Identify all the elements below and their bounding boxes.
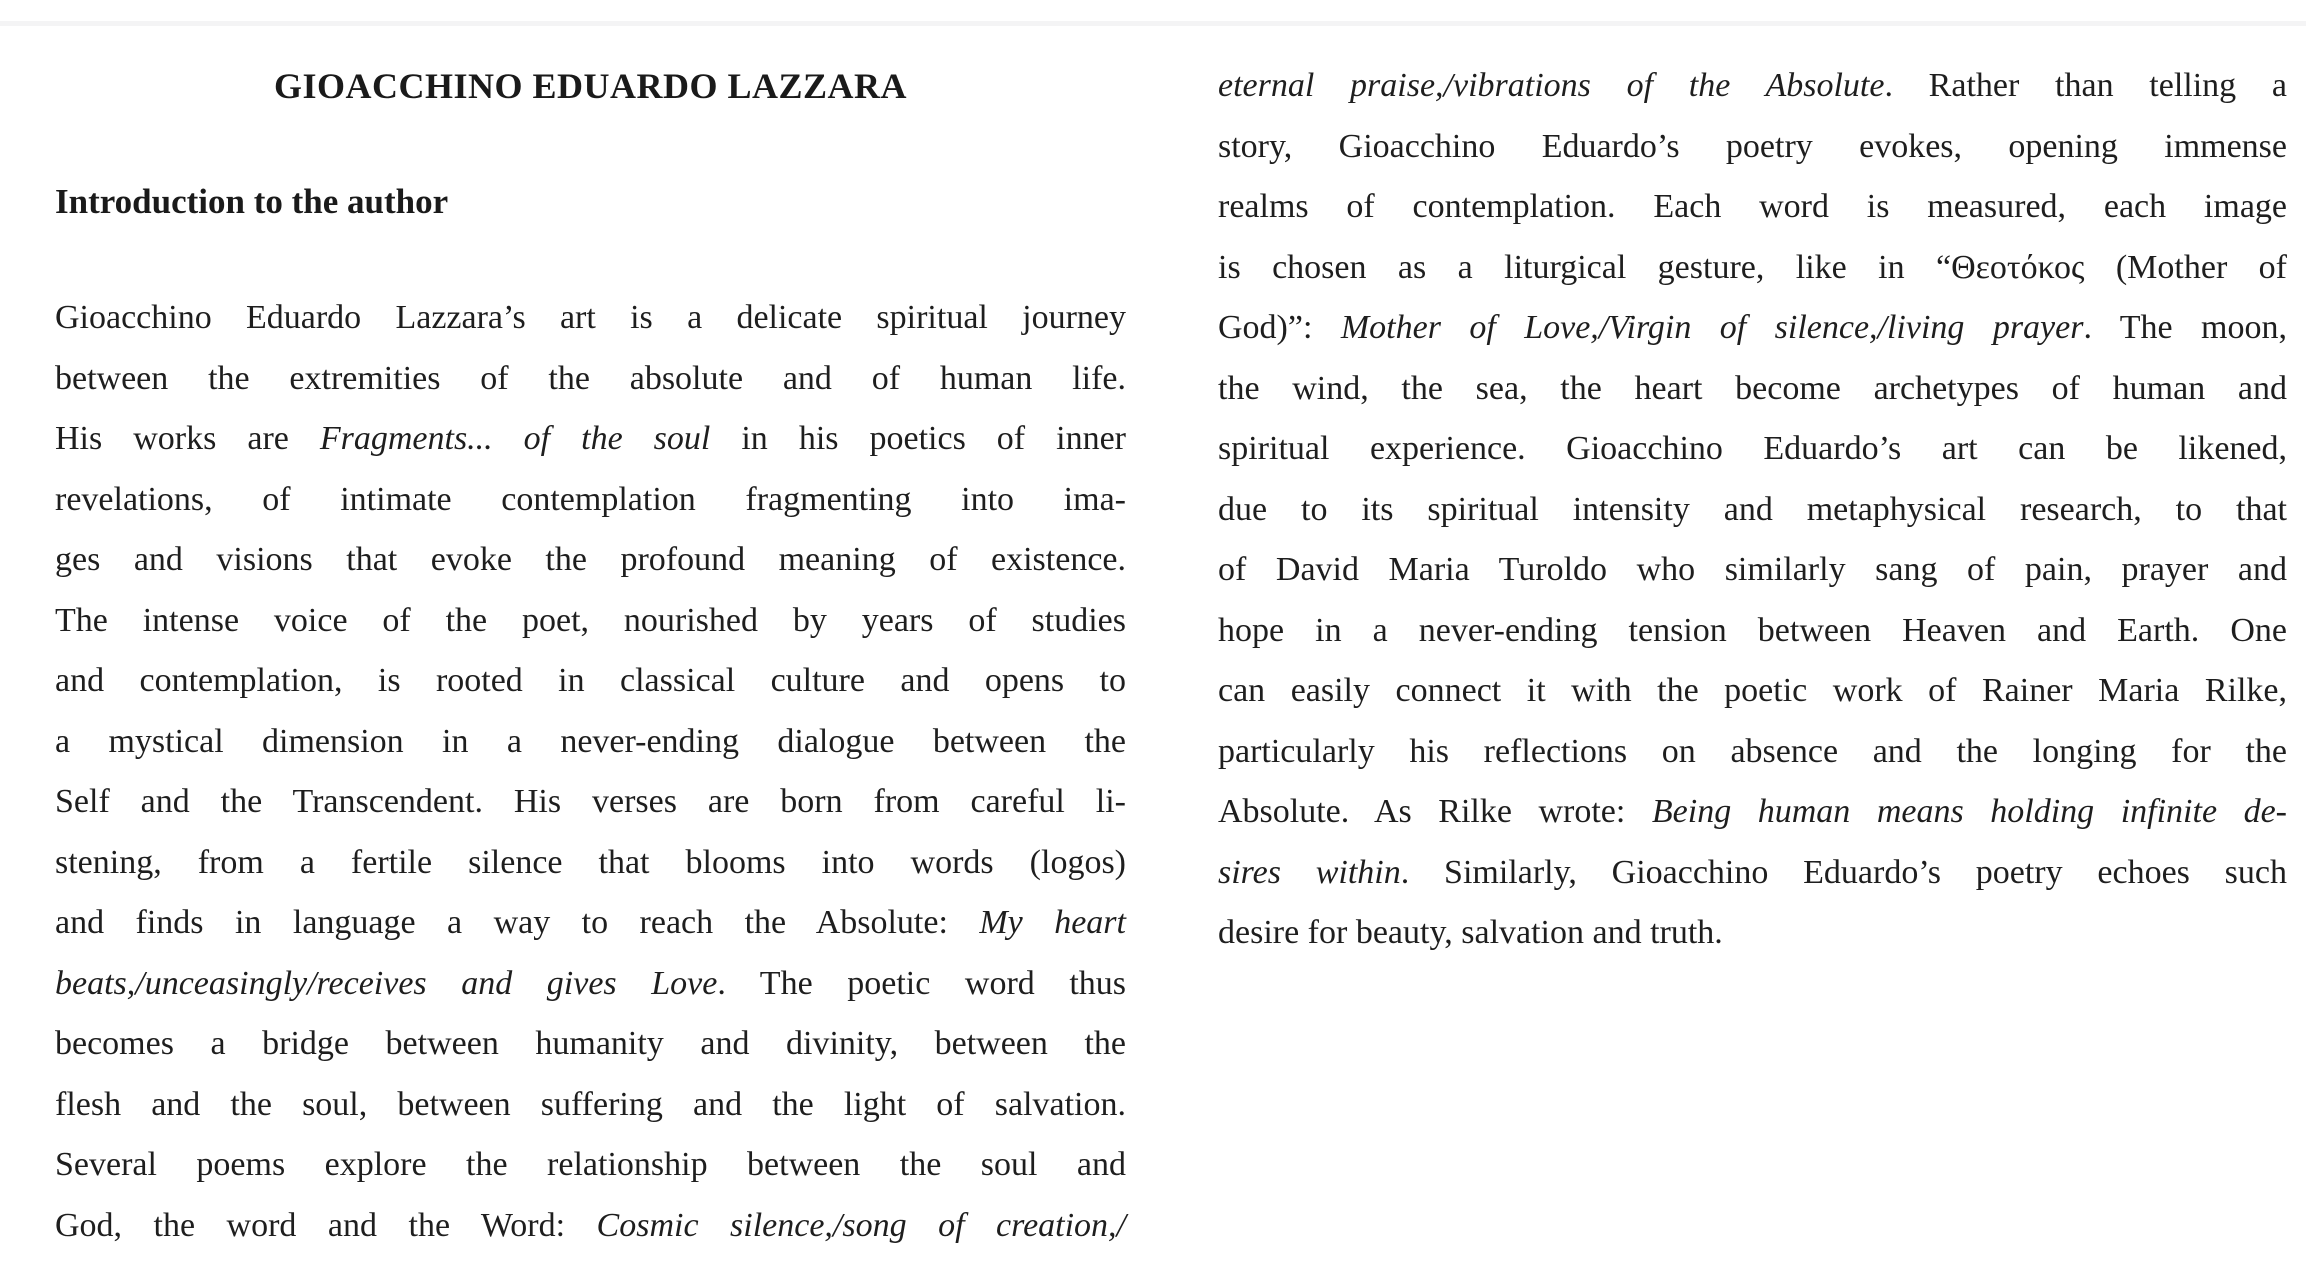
text-segment: spiritual experience. Gioacchino Eduardo’s art can be likened, <box>1218 430 2287 467</box>
text-line <box>1218 298 2287 359</box>
italic-text-segment: eternal praise,/vibrations of the Absolute <box>1218 67 1885 104</box>
text-line <box>1218 661 2287 722</box>
text-segment: God)”: <box>1218 309 1341 346</box>
text-segment: story, Gioacchino Eduardo’s poetry evokes, opening immense <box>1218 127 2287 165</box>
text-line <box>1218 540 2287 601</box>
text-line <box>55 833 1126 894</box>
text-line <box>1218 238 2287 299</box>
top-divider <box>0 21 2306 26</box>
text-line <box>55 772 1126 833</box>
text-line <box>55 591 1126 652</box>
text-line <box>1218 419 2287 480</box>
text-segment: in his poetics of inner <box>710 420 1126 457</box>
text-segment: . Similarly, Gioacchino Eduardo’s poetry echoes such <box>1400 853 2287 891</box>
text-line <box>1218 56 2287 117</box>
text-segment: and finds in language a way to reach the Absolute: <box>55 904 980 941</box>
italic-text-segment: beats,/unceasingly/receives and gives Love <box>55 964 718 1002</box>
text-segment: of David Maria Turoldo who similarly sang of pain, prayer and <box>1218 551 2287 588</box>
text-segment: . The moon, <box>2083 309 2287 346</box>
text-segment: between the extremities of the absolute and of human life. <box>55 359 1126 397</box>
italic-text-segment: Cosmic silence,/song of creation,/ <box>596 1206 1126 1244</box>
text-segment: revelations, of intimate contemplation fragmenting into ima- <box>55 480 1126 518</box>
italic-text-segment: sires within <box>1218 853 1401 891</box>
text-line <box>55 954 1126 1015</box>
text-line <box>1218 480 2287 541</box>
text-segment: can easily connect it with the poetic work of Rainer Maria Rilke, <box>1218 672 2287 709</box>
text-line <box>1218 782 2287 843</box>
text-segment: hope in a never-ending tension between Heaven and Earth. One <box>1218 611 2287 649</box>
text-column-right <box>1218 56 2287 964</box>
text-segment: The intense voice of the poet, nourished by years of studies <box>55 601 1126 639</box>
text-line <box>1218 903 2287 964</box>
text-line <box>1218 177 2287 238</box>
text-segment: ges and visions that evoke the profound meaning of existence. <box>55 541 1126 578</box>
text-segment: Absolute. As Rilke wrote: <box>1218 793 1652 830</box>
text-line <box>55 893 1126 954</box>
text-line <box>1218 722 2287 783</box>
text-segment: the wind, the sea, the heart become archetypes of human and <box>1218 369 2287 407</box>
text-line <box>1218 843 2287 904</box>
text-line <box>55 1135 1126 1196</box>
text-line <box>55 1075 1126 1136</box>
text-line <box>55 349 1126 410</box>
text-line <box>1218 359 2287 420</box>
text-line <box>55 409 1126 470</box>
text-segment: . Rather than telling a <box>1884 67 2287 104</box>
text-line <box>55 530 1126 591</box>
text-segment: Gioacchino Eduardo Lazzara’s art is a delicate spiritual journey <box>55 299 1126 336</box>
italic-text-segment: Being human means holding infinite de- <box>1651 793 2287 830</box>
text-line <box>55 651 1126 712</box>
italic-text-segment: Fragments... of the soul <box>319 420 711 457</box>
text-line <box>55 1196 1126 1257</box>
text-line <box>55 470 1126 531</box>
text-segment: Self and the Transcendent. His verses are born from careful li- <box>55 783 1126 820</box>
text-segment: flesh and the soul, between suffering and the light of salvation. <box>55 1085 1126 1123</box>
text-segment: particularly his reflections on absence and the longing for the <box>1218 732 2287 770</box>
text-segment: Several poems explore the relationship between the soul and <box>55 1146 1126 1183</box>
italic-text-segment: Mother of Love,/Virgin of silence,/living prayer <box>1340 309 2084 346</box>
italic-text-segment: My heart <box>979 904 1126 941</box>
text-segment: His works are <box>55 420 320 457</box>
text-segment: stening, from a fertile silence that blooms into words (logos) <box>55 843 1126 881</box>
text-segment: is chosen as a liturgical gesture, like in “Θεοτόκος (Mother of <box>1218 248 2287 286</box>
text-column-left <box>55 288 1126 1256</box>
text-segment: becomes a bridge between humanity and divinity, between the <box>55 1025 1126 1062</box>
text-segment: realms of contemplation. Each word is measured, each image <box>1218 188 2287 225</box>
text-line <box>55 1014 1126 1075</box>
section-heading: Introduction to the author <box>55 182 449 221</box>
text-line <box>1218 601 2287 662</box>
text-segment: and contemplation, is rooted in classical culture and opens to <box>55 662 1126 699</box>
text-segment: . The poetic word thus <box>717 964 1127 1002</box>
text-line <box>55 712 1126 773</box>
text-segment: desire for beauty, salvation and truth. <box>1218 914 1723 951</box>
text-line <box>1218 117 2287 178</box>
page-title: GIOACCHINO EDUARDO LAZZARA <box>273 66 908 106</box>
text-segment: a mystical dimension in a never-ending dialogue between the <box>55 722 1126 760</box>
text-line <box>55 288 1126 349</box>
text-segment: God, the word and the Word: <box>55 1206 597 1244</box>
text-segment: due to its spiritual intensity and metaphysical research, to that <box>1218 490 2287 528</box>
